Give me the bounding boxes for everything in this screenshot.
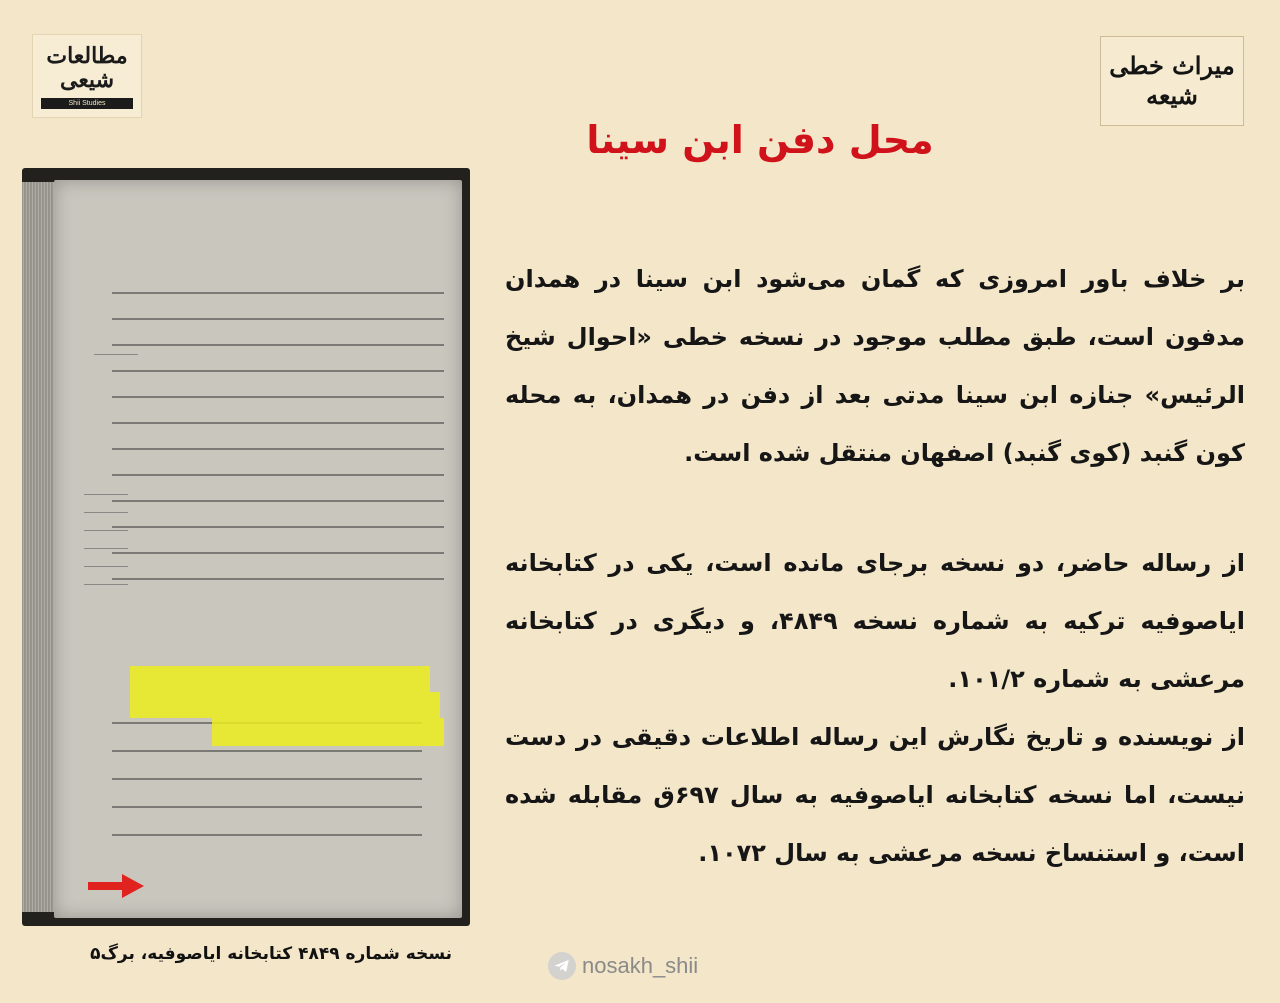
telegram-handle[interactable]	[548, 948, 698, 984]
handle-text: nosakh_shii	[582, 953, 699, 978]
image-caption: نسخه شماره ۴۸۴۹ کتابخانه ایاصوفیه، برگ۵	[90, 944, 452, 964]
logo-left-calligraphy: مطالعات شیعی	[46, 42, 128, 93]
page-title: محل دفن ابن سینا	[586, 118, 934, 162]
logo-left-subtitle: Shii Studies	[41, 98, 133, 109]
manuscript-margin-note-top	[94, 340, 138, 370]
shia-heritage-logo	[1100, 36, 1244, 126]
article-body	[505, 250, 1245, 900]
highlight-line-1	[130, 666, 430, 692]
shii-studies-logo	[32, 34, 142, 118]
paragraph-1: بر خلاف باور امروزی که گمان می‌شود ابن سینا در همدان مدفون است، طبق مطلب موجود در نسخه خطی «احوال شیخ الرئیس» جنازه ابن سینا مدتی بعد از دفن در همدان، به محله کون گنبد (کوی گنبد) اصفهان منتقل شده است.	[505, 265, 1245, 467]
manuscript-margin-note	[84, 480, 128, 590]
telegram-icon	[548, 952, 576, 980]
logo-right-calligraphy: میراث خطی شیعه	[1109, 51, 1235, 110]
highlight-line-3	[212, 718, 444, 746]
manuscript-page	[54, 180, 462, 918]
paragraph-2: از رساله حاضر، دو نسخه برجای مانده است، یکی در کتابخانه ایاصوفیه ترکیه به شماره نسخه ۴۸۴۹، و دیگری در کتابخانه مرعشی به شماره ۱۰۱/۲.	[505, 549, 1245, 693]
paragraph-3: از نویسنده و تاریخ نگارش این رساله اطلاعات دقیقی در دست نیست، اما نسخه کتابخانه ایاصوفیه به سال ۶۹۷ق مقابله شده است، و استنساخ نسخه مرعشی به سال ۱۰۷۲.	[505, 723, 1245, 867]
manuscript-image	[22, 168, 470, 926]
highlight-line-2	[130, 692, 440, 718]
red-arrow-icon	[88, 874, 144, 898]
manuscript-text-block	[112, 270, 444, 600]
manuscript-page-edges	[22, 182, 56, 912]
